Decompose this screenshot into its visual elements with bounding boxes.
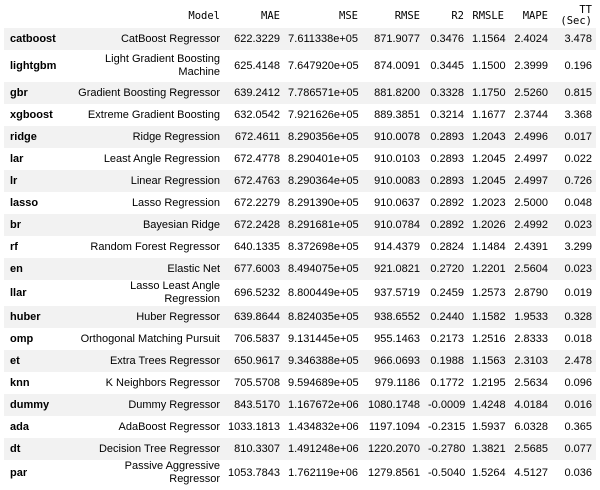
rmsle-cell: 1.2201 <box>468 258 508 280</box>
row-index-cell: ridge <box>4 126 70 148</box>
rmse-cell: 910.0078 <box>362 126 424 148</box>
table-body <box>4 28 596 486</box>
rmse-cell: 921.0821 <box>362 258 424 280</box>
mae-cell: 632.0542 <box>224 104 284 126</box>
r2-cell: 0.2173 <box>424 328 468 350</box>
row-index-cell: omp <box>4 328 70 350</box>
mae-cell: 640.1335 <box>224 236 284 258</box>
rmse-cell: 937.5719 <box>362 280 424 306</box>
r2-cell: 0.2459 <box>424 280 468 306</box>
table-row <box>4 394 596 416</box>
mape-cell: 2.8790 <box>508 280 552 306</box>
mape-cell: 2.3103 <box>508 350 552 372</box>
row-index-cell: gbr <box>4 82 70 104</box>
mae-cell: 672.2428 <box>224 214 284 236</box>
rmsle-cell: 1.2023 <box>468 192 508 214</box>
rmsle-cell: 1.1563 <box>468 350 508 372</box>
tt-cell: 0.022 <box>552 148 596 170</box>
r2-cell: 0.1988 <box>424 350 468 372</box>
row-index-cell: et <box>4 350 70 372</box>
model-name-cell: Orthogonal Matching Pursuit <box>70 328 224 350</box>
mape-cell: 2.8333 <box>508 328 552 350</box>
mae-cell: 1053.7843 <box>224 460 284 486</box>
table-row <box>4 236 596 258</box>
mae-cell: 705.5708 <box>224 372 284 394</box>
rmse-cell: 874.0091 <box>362 50 424 82</box>
table-row <box>4 280 596 306</box>
r2-cell: 0.2892 <box>424 214 468 236</box>
header-tt-sec: TT (Sec) <box>560 4 592 27</box>
tt-cell: 0.048 <box>552 192 596 214</box>
table-row <box>4 460 596 486</box>
mape-cell: 2.4997 <box>508 148 552 170</box>
rmsle-cell: 1.3821 <box>468 438 508 460</box>
model-name-cell: Bayesian Ridge <box>70 214 224 236</box>
mape-cell: 2.4024 <box>508 28 552 50</box>
mae-cell: 810.3307 <box>224 438 284 460</box>
mape-cell: 1.9533 <box>508 306 552 328</box>
rmsle-cell: 1.5937 <box>468 416 508 438</box>
rmsle-cell: 1.4248 <box>468 394 508 416</box>
header-r2: R2 <box>451 10 464 22</box>
r2-cell: -0.2780 <box>424 438 468 460</box>
row-index-cell: par <box>4 460 70 486</box>
row-index-cell: dt <box>4 438 70 460</box>
row-index-cell: llar <box>4 280 70 306</box>
table-row <box>4 350 596 372</box>
table-row <box>4 372 596 394</box>
mse-cell: 7.921626e+05 <box>284 104 362 126</box>
rmse-cell: 979.1186 <box>362 372 424 394</box>
model-name-cell: Dummy Regressor <box>70 394 224 416</box>
r2-cell: 0.2824 <box>424 236 468 258</box>
rmsle-cell: 1.2043 <box>468 126 508 148</box>
tt-cell: 0.726 <box>552 170 596 192</box>
r2-cell: 0.2892 <box>424 192 468 214</box>
mape-cell: 4.0184 <box>508 394 552 416</box>
mae-cell: 622.3229 <box>224 28 284 50</box>
model-name-cell: Decision Tree Regressor <box>70 438 224 460</box>
mae-cell: 639.8644 <box>224 306 284 328</box>
mape-cell: 2.4992 <box>508 214 552 236</box>
mse-cell: 8.824035e+05 <box>284 306 362 328</box>
tt-cell: 0.196 <box>552 50 596 82</box>
model-name-cell: Passive Aggressive Regressor <box>70 460 224 486</box>
table-row <box>4 416 596 438</box>
rmsle-cell: 1.2573 <box>468 280 508 306</box>
r2-cell: 0.3328 <box>424 82 468 104</box>
rmsle-cell: 1.2195 <box>468 372 508 394</box>
tt-cell: 0.365 <box>552 416 596 438</box>
rmsle-cell: 1.2045 <box>468 170 508 192</box>
table-row <box>4 214 596 236</box>
rmsle-cell: 1.2026 <box>468 214 508 236</box>
model-name-cell: Huber Regressor <box>70 306 224 328</box>
header-index <box>4 2 70 28</box>
mse-cell: 7.647920e+05 <box>284 50 362 82</box>
r2-cell: 0.2893 <box>424 126 468 148</box>
tt-cell: 0.096 <box>552 372 596 394</box>
mse-cell: 9.594689e+05 <box>284 372 362 394</box>
tt-cell: 3.299 <box>552 236 596 258</box>
model-name-cell: Lasso Regression <box>70 192 224 214</box>
rmse-cell: 1197.1094 <box>362 416 424 438</box>
mae-cell: 696.5232 <box>224 280 284 306</box>
mape-cell: 2.3744 <box>508 104 552 126</box>
mae-cell: 672.2279 <box>224 192 284 214</box>
rmse-cell: 1279.8561 <box>362 460 424 486</box>
mape-cell: 2.4997 <box>508 170 552 192</box>
mse-cell: 8.290364e+05 <box>284 170 362 192</box>
row-index-cell: catboost <box>4 28 70 50</box>
header-mape: MAPE <box>522 10 548 22</box>
tt-cell: 0.023 <box>552 214 596 236</box>
tt-cell: 0.077 <box>552 438 596 460</box>
row-index-cell: br <box>4 214 70 236</box>
mae-cell: 672.4763 <box>224 170 284 192</box>
model-name-cell: AdaBoost Regressor <box>70 416 224 438</box>
model-name-cell: Extreme Gradient Boosting <box>70 104 224 126</box>
row-index-cell: lasso <box>4 192 70 214</box>
row-index-cell: ada <box>4 416 70 438</box>
header-row <box>4 2 596 28</box>
model-name-cell: Elastic Net <box>70 258 224 280</box>
row-index-cell: huber <box>4 306 70 328</box>
mae-cell: 639.2412 <box>224 82 284 104</box>
rmsle-cell: 1.1582 <box>468 306 508 328</box>
mae-cell: 672.4778 <box>224 148 284 170</box>
tt-cell: 2.478 <box>552 350 596 372</box>
mse-cell: 9.131445e+05 <box>284 328 362 350</box>
r2-cell: 0.1772 <box>424 372 468 394</box>
mape-cell: 6.0328 <box>508 416 552 438</box>
row-index-cell: en <box>4 258 70 280</box>
rmse-cell: 910.0637 <box>362 192 424 214</box>
model-name-cell: Least Angle Regression <box>70 148 224 170</box>
rmse-cell: 910.0784 <box>362 214 424 236</box>
mse-cell: 8.291681e+05 <box>284 214 362 236</box>
rmse-cell: 938.6552 <box>362 306 424 328</box>
model-name-cell: K Neighbors Regressor <box>70 372 224 394</box>
table-row <box>4 192 596 214</box>
r2-cell: 0.2440 <box>424 306 468 328</box>
r2-cell: -0.0009 <box>424 394 468 416</box>
rmsle-cell: 1.1500 <box>468 50 508 82</box>
rmse-cell: 1220.2070 <box>362 438 424 460</box>
mae-cell: 677.6003 <box>224 258 284 280</box>
rmsle-cell: 1.2516 <box>468 328 508 350</box>
mse-cell: 1.491248e+06 <box>284 438 362 460</box>
table-row <box>4 148 596 170</box>
table-row <box>4 306 596 328</box>
model-name-cell: Gradient Boosting Regressor <box>70 82 224 104</box>
model-comparison-table <box>4 2 596 486</box>
model-name-cell: Light Gradient Boosting Machine <box>70 50 224 82</box>
tt-cell: 0.017 <box>552 126 596 148</box>
rmse-cell: 889.3851 <box>362 104 424 126</box>
table-row <box>4 82 596 104</box>
rmsle-cell: 1.2045 <box>468 148 508 170</box>
r2-cell: 0.2893 <box>424 170 468 192</box>
table-row <box>4 28 596 50</box>
header-model: Model <box>188 10 220 22</box>
rmsle-cell: 1.1750 <box>468 82 508 104</box>
tt-cell: 0.328 <box>552 306 596 328</box>
mape-cell: 4.5127 <box>508 460 552 486</box>
mse-cell: 8.372698e+05 <box>284 236 362 258</box>
model-name-cell: Extra Trees Regressor <box>70 350 224 372</box>
mse-cell: 8.290356e+05 <box>284 126 362 148</box>
rmse-cell: 1080.1748 <box>362 394 424 416</box>
mse-cell: 9.346388e+05 <box>284 350 362 372</box>
mae-cell: 843.5170 <box>224 394 284 416</box>
r2-cell: 0.3214 <box>424 104 468 126</box>
table-row <box>4 258 596 280</box>
tt-cell: 3.368 <box>552 104 596 126</box>
row-index-cell: lr <box>4 170 70 192</box>
mse-cell: 8.290401e+05 <box>284 148 362 170</box>
table-row <box>4 126 596 148</box>
mape-cell: 2.4391 <box>508 236 552 258</box>
rmse-cell: 910.0103 <box>362 148 424 170</box>
tt-cell: 0.018 <box>552 328 596 350</box>
table-row <box>4 438 596 460</box>
mape-cell: 2.5604 <box>508 258 552 280</box>
row-index-cell: lightgbm <box>4 50 70 82</box>
mse-cell: 7.786571e+05 <box>284 82 362 104</box>
mse-cell: 7.611338e+05 <box>284 28 362 50</box>
mape-cell: 2.5260 <box>508 82 552 104</box>
mae-cell: 1033.1813 <box>224 416 284 438</box>
table-row <box>4 104 596 126</box>
model-name-cell: Linear Regression <box>70 170 224 192</box>
rmse-cell: 914.4379 <box>362 236 424 258</box>
table-header <box>4 2 596 28</box>
rmsle-cell: 1.1484 <box>468 236 508 258</box>
model-name-cell: CatBoost Regressor <box>70 28 224 50</box>
rmse-cell: 955.1463 <box>362 328 424 350</box>
mse-cell: 8.800449e+05 <box>284 280 362 306</box>
model-name-cell: Lasso Least Angle Regression <box>70 280 224 306</box>
header-mse: MSE <box>339 10 358 22</box>
header-rmse: RMSE <box>394 10 420 22</box>
table-row <box>4 328 596 350</box>
model-name-cell: Ridge Regression <box>70 126 224 148</box>
header-rmsle: RMSLE <box>472 10 504 22</box>
mse-cell: 8.291390e+05 <box>284 192 362 214</box>
table-row <box>4 50 596 82</box>
rmse-cell: 881.8200 <box>362 82 424 104</box>
tt-cell: 0.023 <box>552 258 596 280</box>
mape-cell: 2.4996 <box>508 126 552 148</box>
r2-cell: -0.5040 <box>424 460 468 486</box>
rmsle-cell: 1.1564 <box>468 28 508 50</box>
tt-cell: 0.036 <box>552 460 596 486</box>
mae-cell: 672.4611 <box>224 126 284 148</box>
rmsle-cell: 1.5264 <box>468 460 508 486</box>
row-index-cell: rf <box>4 236 70 258</box>
rmse-cell: 871.9077 <box>362 28 424 50</box>
r2-cell: -0.2315 <box>424 416 468 438</box>
row-index-cell: knn <box>4 372 70 394</box>
model-name-cell: Random Forest Regressor <box>70 236 224 258</box>
mse-cell: 1.167672e+06 <box>284 394 362 416</box>
rmse-cell: 910.0083 <box>362 170 424 192</box>
r2-cell: 0.2720 <box>424 258 468 280</box>
row-index-cell: xgboost <box>4 104 70 126</box>
tt-cell: 0.815 <box>552 82 596 104</box>
mape-cell: 2.3999 <box>508 50 552 82</box>
tt-cell: 3.478 <box>552 28 596 50</box>
mape-cell: 2.5000 <box>508 192 552 214</box>
mse-cell: 1.762119e+06 <box>284 460 362 486</box>
tt-cell: 0.016 <box>552 394 596 416</box>
mse-cell: 8.494075e+05 <box>284 258 362 280</box>
rmse-cell: 966.0693 <box>362 350 424 372</box>
mape-cell: 2.5634 <box>508 372 552 394</box>
table-row <box>4 170 596 192</box>
r2-cell: 0.2893 <box>424 148 468 170</box>
mape-cell: 2.5685 <box>508 438 552 460</box>
tt-cell: 0.019 <box>552 280 596 306</box>
header-mae: MAE <box>261 10 280 22</box>
rmsle-cell: 1.1677 <box>468 104 508 126</box>
mae-cell: 706.5837 <box>224 328 284 350</box>
mae-cell: 650.9617 <box>224 350 284 372</box>
r2-cell: 0.3476 <box>424 28 468 50</box>
row-index-cell: lar <box>4 148 70 170</box>
row-index-cell: dummy <box>4 394 70 416</box>
mse-cell: 1.434832e+06 <box>284 416 362 438</box>
mae-cell: 625.4148 <box>224 50 284 82</box>
r2-cell: 0.3445 <box>424 50 468 82</box>
